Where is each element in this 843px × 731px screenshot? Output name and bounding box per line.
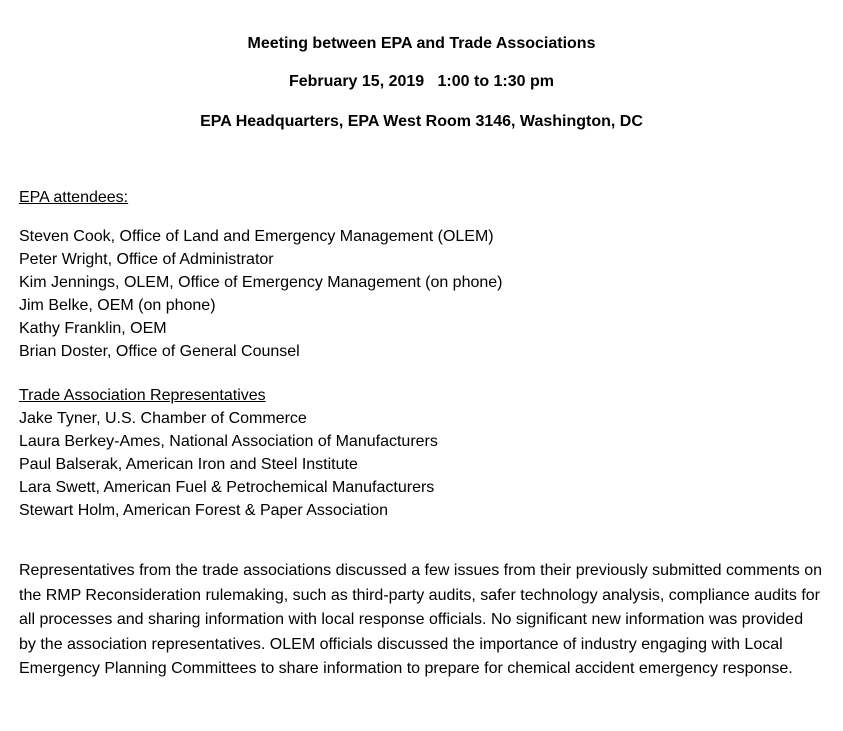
trade-representatives-heading: Trade Association Representatives <box>19 387 266 404</box>
representative-item: Laura Berkey-Ames, National Association of Manufacturers <box>19 433 438 450</box>
epa-attendees-section <box>19 186 829 363</box>
attendee-item: Jim Belke, OEM (on phone) <box>19 297 216 314</box>
meeting-location: EPA Headquarters, EPA West Room 3146, Washington, DC <box>200 113 643 130</box>
attendee-item: Brian Doster, Office of General Counsel <box>19 343 300 360</box>
meeting-summary: Representatives from the trade associations discussed a few issues from their previously submitted comments on the RMP Reconsideration rulemaking, such as third-party audits, safer technology analysis, compliance audits for all processes and sharing information with local response officials. No significant new information was provided by the association representatives. OLEM officials discussed the importance of industry engaging with Local Emergency Planning Committees to share information to prepare for chemical accident emergency response. <box>19 562 823 677</box>
representative-item: Lara Swett, American Fuel & Petrochemical Manufacturers <box>19 479 435 496</box>
representative-item: Stewart Holm, American Forest & Paper Association <box>19 502 389 519</box>
attendee-item: Kim Jennings, OLEM, Office of Emergency Management (on phone) <box>19 274 503 291</box>
trade-representatives-section <box>19 384 829 522</box>
attendee-item: Peter Wright, Office of Administrator <box>19 251 274 268</box>
representative-item: Paul Balserak, American Iron and Steel Institute <box>19 456 358 473</box>
meeting-title: Meeting between EPA and Trade Associations <box>247 35 596 52</box>
attendee-item: Steven Cook, Office of Land and Emergency Management (OLEM) <box>19 228 494 245</box>
epa-attendees-heading: EPA attendees: <box>19 189 129 206</box>
meeting-date-time: February 15, 2019 1:00 to 1:30 pm <box>288 73 554 90</box>
representative-item: Jake Tyner, U.S. Chamber of Commerce <box>19 410 307 427</box>
attendee-item: Kathy Franklin, OEM <box>19 320 167 337</box>
